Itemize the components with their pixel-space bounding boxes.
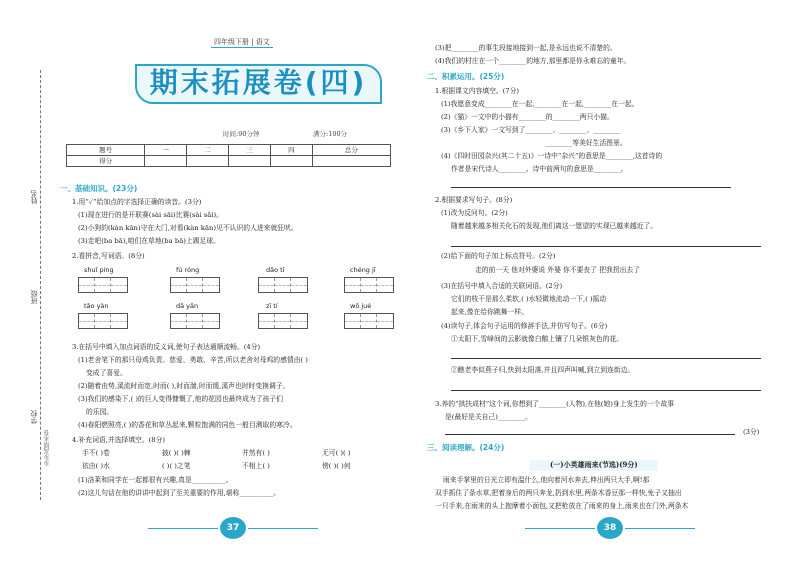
answer-line[interactable] — [451, 358, 761, 359]
school-label: 学校 — [30, 410, 38, 424]
question-3-item: 的乐园。 — [86, 408, 114, 416]
pinyin-label: dǎo tī — [266, 266, 285, 274]
question-3: 3.在括号中填入加点词语的反义词,使句子表达通顺流畅。(4分) — [72, 343, 261, 351]
score-header: 四 — [270, 145, 312, 156]
score-header: 一 — [145, 145, 187, 156]
pinyin-label: shuǐ píng — [84, 266, 114, 274]
writing-grid[interactable] — [78, 277, 128, 293]
question-1-item: (3)走吧(ba bā),咱们在草地(ba bā)上踢足球。 — [78, 237, 220, 245]
question-4-item: (1)洛莱和同学在一起都很有兴趣,真是__________。 — [78, 476, 233, 484]
left-page — [58, 0, 403, 562]
exam-title-banner — [135, 52, 382, 110]
question-2-item: 起来,像在给你跳舞一样。 — [451, 308, 528, 316]
writing-grid[interactable] — [78, 313, 128, 329]
question-3-item: (3)我们的感染下,( )的巨人变得慷慨了,他的花园也最终成为了孩子们 — [78, 395, 283, 403]
footer-deco — [525, 528, 595, 529]
exam-title: 期末拓展卷(四) — [149, 66, 368, 99]
carry-item: (4)我们的村庄在一个________的地方,那里都是你永难忘的童年。 — [435, 57, 631, 65]
writing-grid[interactable] — [258, 277, 308, 293]
idiom-blank[interactable]: 手不( )卷 — [82, 449, 110, 457]
answer-line[interactable] — [451, 187, 731, 188]
question-1-item: (1)现在进行的是开联赛(sài sāi)比赛(sài sǎi)。 — [78, 211, 223, 219]
answer-line[interactable] — [445, 434, 735, 435]
question-3: 3.养的“拱扶成材”这个词,你想到了________(人物),在他(她)身上发生的一个故事 — [435, 400, 675, 408]
question-1-item: (2)小狗的(kàn kān)守在大门,对看(kàn kān)见不认识的人进来就狂吠。 — [78, 224, 298, 232]
pinyin-label: wǒ jué — [350, 302, 372, 310]
idiom-blank[interactable]: ( )( )之笔 — [162, 462, 191, 470]
writing-grid[interactable] — [170, 313, 220, 329]
score-header: 三 — [228, 145, 270, 156]
score-row-label: 得分 — [67, 156, 145, 167]
answer-line[interactable] — [451, 390, 761, 391]
reading-line: 雨来手掌里的日光立即有温什么,他向着河水奔去,伸出两只大手,啊!那 — [443, 476, 650, 484]
question-2-item: (3)在括号中填入合适的关联词语。(2分) — [441, 282, 563, 290]
score-header: 二 — [187, 145, 229, 156]
question-2-item: (2)给下面的句子加上标点符号。(2分) — [441, 252, 556, 260]
question-2-item: (1)改为反问句。(2分) — [441, 209, 508, 217]
pinyin-label: tǎo yàn — [84, 302, 109, 310]
question-2-item: ①太阳下,雪峰间的云影就像白鹅上镶了几朵银灰色的花。 — [451, 335, 624, 343]
question-1-item: (3)《乡下人家》一文写到了________、________、________ — [441, 126, 621, 134]
section-basic-knowledge: 一、基础知识。(23分) — [60, 184, 138, 193]
writing-grid[interactable] — [344, 313, 394, 329]
question-3-item: 变成了喜爱。 — [86, 369, 127, 377]
question-1-item: (1)我愿意变成________在一起,________在一起,________在一起。 — [441, 100, 639, 108]
score-header: 总分 — [312, 145, 390, 156]
idiom-blank[interactable]: 无可( )( ) — [322, 449, 351, 457]
idiom-blank[interactable]: 不相上( ) — [242, 462, 270, 470]
page-number: 37 — [220, 517, 246, 539]
class-label: 班级 — [30, 290, 38, 304]
carry-item: (3)把________的事生段接地接到一起,是永远也说不清楚的。 — [435, 44, 617, 52]
question-1-item: 作者是宋代诗人________。诗中前两句的意思是________。 — [451, 165, 628, 173]
score-header: 题号 — [67, 145, 145, 156]
section-accumulation: 二、积累运用。(25分) — [427, 72, 505, 81]
question-1: 1.根据课文内容填空。(7分) — [435, 87, 520, 95]
writing-grid[interactable] — [258, 313, 308, 329]
score-cell[interactable] — [228, 156, 270, 167]
series-label: 步步高期末卷 — [44, 430, 51, 466]
footer-deco — [148, 528, 218, 529]
score-total-label: 满分:100分 — [313, 130, 348, 138]
writing-grid[interactable] — [170, 277, 220, 293]
reading-line: 一只手来,在雨来的头上抱摩着小面包,又把枪放在了雨来的身上,雨来也在门外,两条木 — [435, 502, 689, 510]
pinyin-label: chéng jī — [350, 266, 376, 274]
score-cell[interactable] — [312, 156, 390, 167]
punctuation-sentence[interactable]: 走的前一天 他对外婆说 外婆 你不要丧了 把我拐出去了 — [475, 266, 640, 274]
question-3-item: (1)老舍笔下的那只母鸡负责、慈爱、勇敢、辛苦,所以老舍对母鸡的感情由( ) — [78, 356, 308, 364]
pinyin-label: dǎ yǎn — [176, 302, 199, 310]
time-label: 时间:90分钟 — [223, 130, 260, 138]
question-3-cont: 是(最好是关自己)________。 — [445, 413, 532, 421]
question-4-item: (2)这儿句话在他的讲讲中起到了至关重要的作用,堪称__________。 — [78, 489, 281, 497]
question-4: 4.补充词语,并选择填空。(8分) — [72, 436, 166, 444]
footer-deco — [625, 528, 695, 529]
reading-line: 双手抓住了条水草,把着身后的两只奔龙,扔到水里,两条木香豆那一样快,免子又抽出 — [435, 489, 682, 497]
question-1: 1.用“✓”给加点的字选择正确的读音。(3分) — [72, 198, 202, 206]
footer-deco — [248, 528, 318, 529]
score-cell[interactable] — [187, 156, 229, 167]
question-3-item: (2)随着由势,溪流时而宽,时而( ),时而湍,时而缓,溪声也时时变换调子。 — [78, 382, 290, 390]
question-2-item: (4)读句子,体会句子运用的修辞手法,并仿写句子。(6分) — [441, 322, 608, 330]
idiom-blank[interactable]: 傍( )( )何 — [322, 462, 351, 470]
pinyin-label: zī tí — [266, 302, 278, 310]
question-2-item: 它们的枝干是那么柔软,( )水轻微地流动一下,( )摇动 — [451, 295, 607, 303]
idiom-blank[interactable]: 井然有( ) — [242, 449, 270, 457]
question-3-score: (3分) — [743, 428, 760, 436]
idiom-blank[interactable]: 依由( )水 — [82, 462, 110, 470]
score-cell[interactable] — [145, 156, 187, 167]
question-1-item: ________等美好生活图景。 — [545, 139, 627, 147]
question-2-item: ②瞧老李似燕子归,快到太阳落,并且四声叫喊,到立到连街边。 — [451, 366, 635, 374]
right-page — [425, 0, 785, 562]
name-label: 姓名 — [30, 190, 38, 204]
idiom-blank[interactable]: 披( )( )棘 — [162, 449, 191, 457]
score-table — [66, 144, 391, 167]
score-cell[interactable] — [270, 156, 312, 167]
question-3-item: (4)春阳燃照亮,( )的香花和草丛起来,颗粒饱满的同色一般目测取的寒冷。 — [78, 421, 297, 429]
pinyin-label: fú róng — [176, 266, 200, 274]
question-2: 2.看拼音,写词语。(8分) — [72, 252, 145, 260]
writing-grid[interactable] — [344, 277, 394, 293]
question-2: 2.根据要求写句子。(8分) — [435, 196, 513, 204]
grade-tag: 四年级下册 | 语文 — [211, 38, 273, 48]
question-1-item: (4)《四时田园杂兴(其二十五)》一诗中“杂兴”的意思是________,这首诗的 — [441, 152, 663, 160]
binding-sidebar — [4, 0, 56, 562]
reading-title: (一)小英雄雨来(节选)(9分) — [530, 460, 658, 471]
answer-line[interactable] — [451, 246, 761, 247]
page-number: 38 — [597, 517, 623, 539]
cut-line — [40, 70, 41, 500]
question-1-item: (2)《猫》一文中的小猫有________的________两只小猫。 — [441, 113, 614, 121]
section-reading: 三、阅读理解。(24分) — [427, 443, 505, 452]
question-2-item: 随着越来越多相关化石的发现,他们离这一愿望的实现已越来越近了。 — [451, 222, 658, 230]
